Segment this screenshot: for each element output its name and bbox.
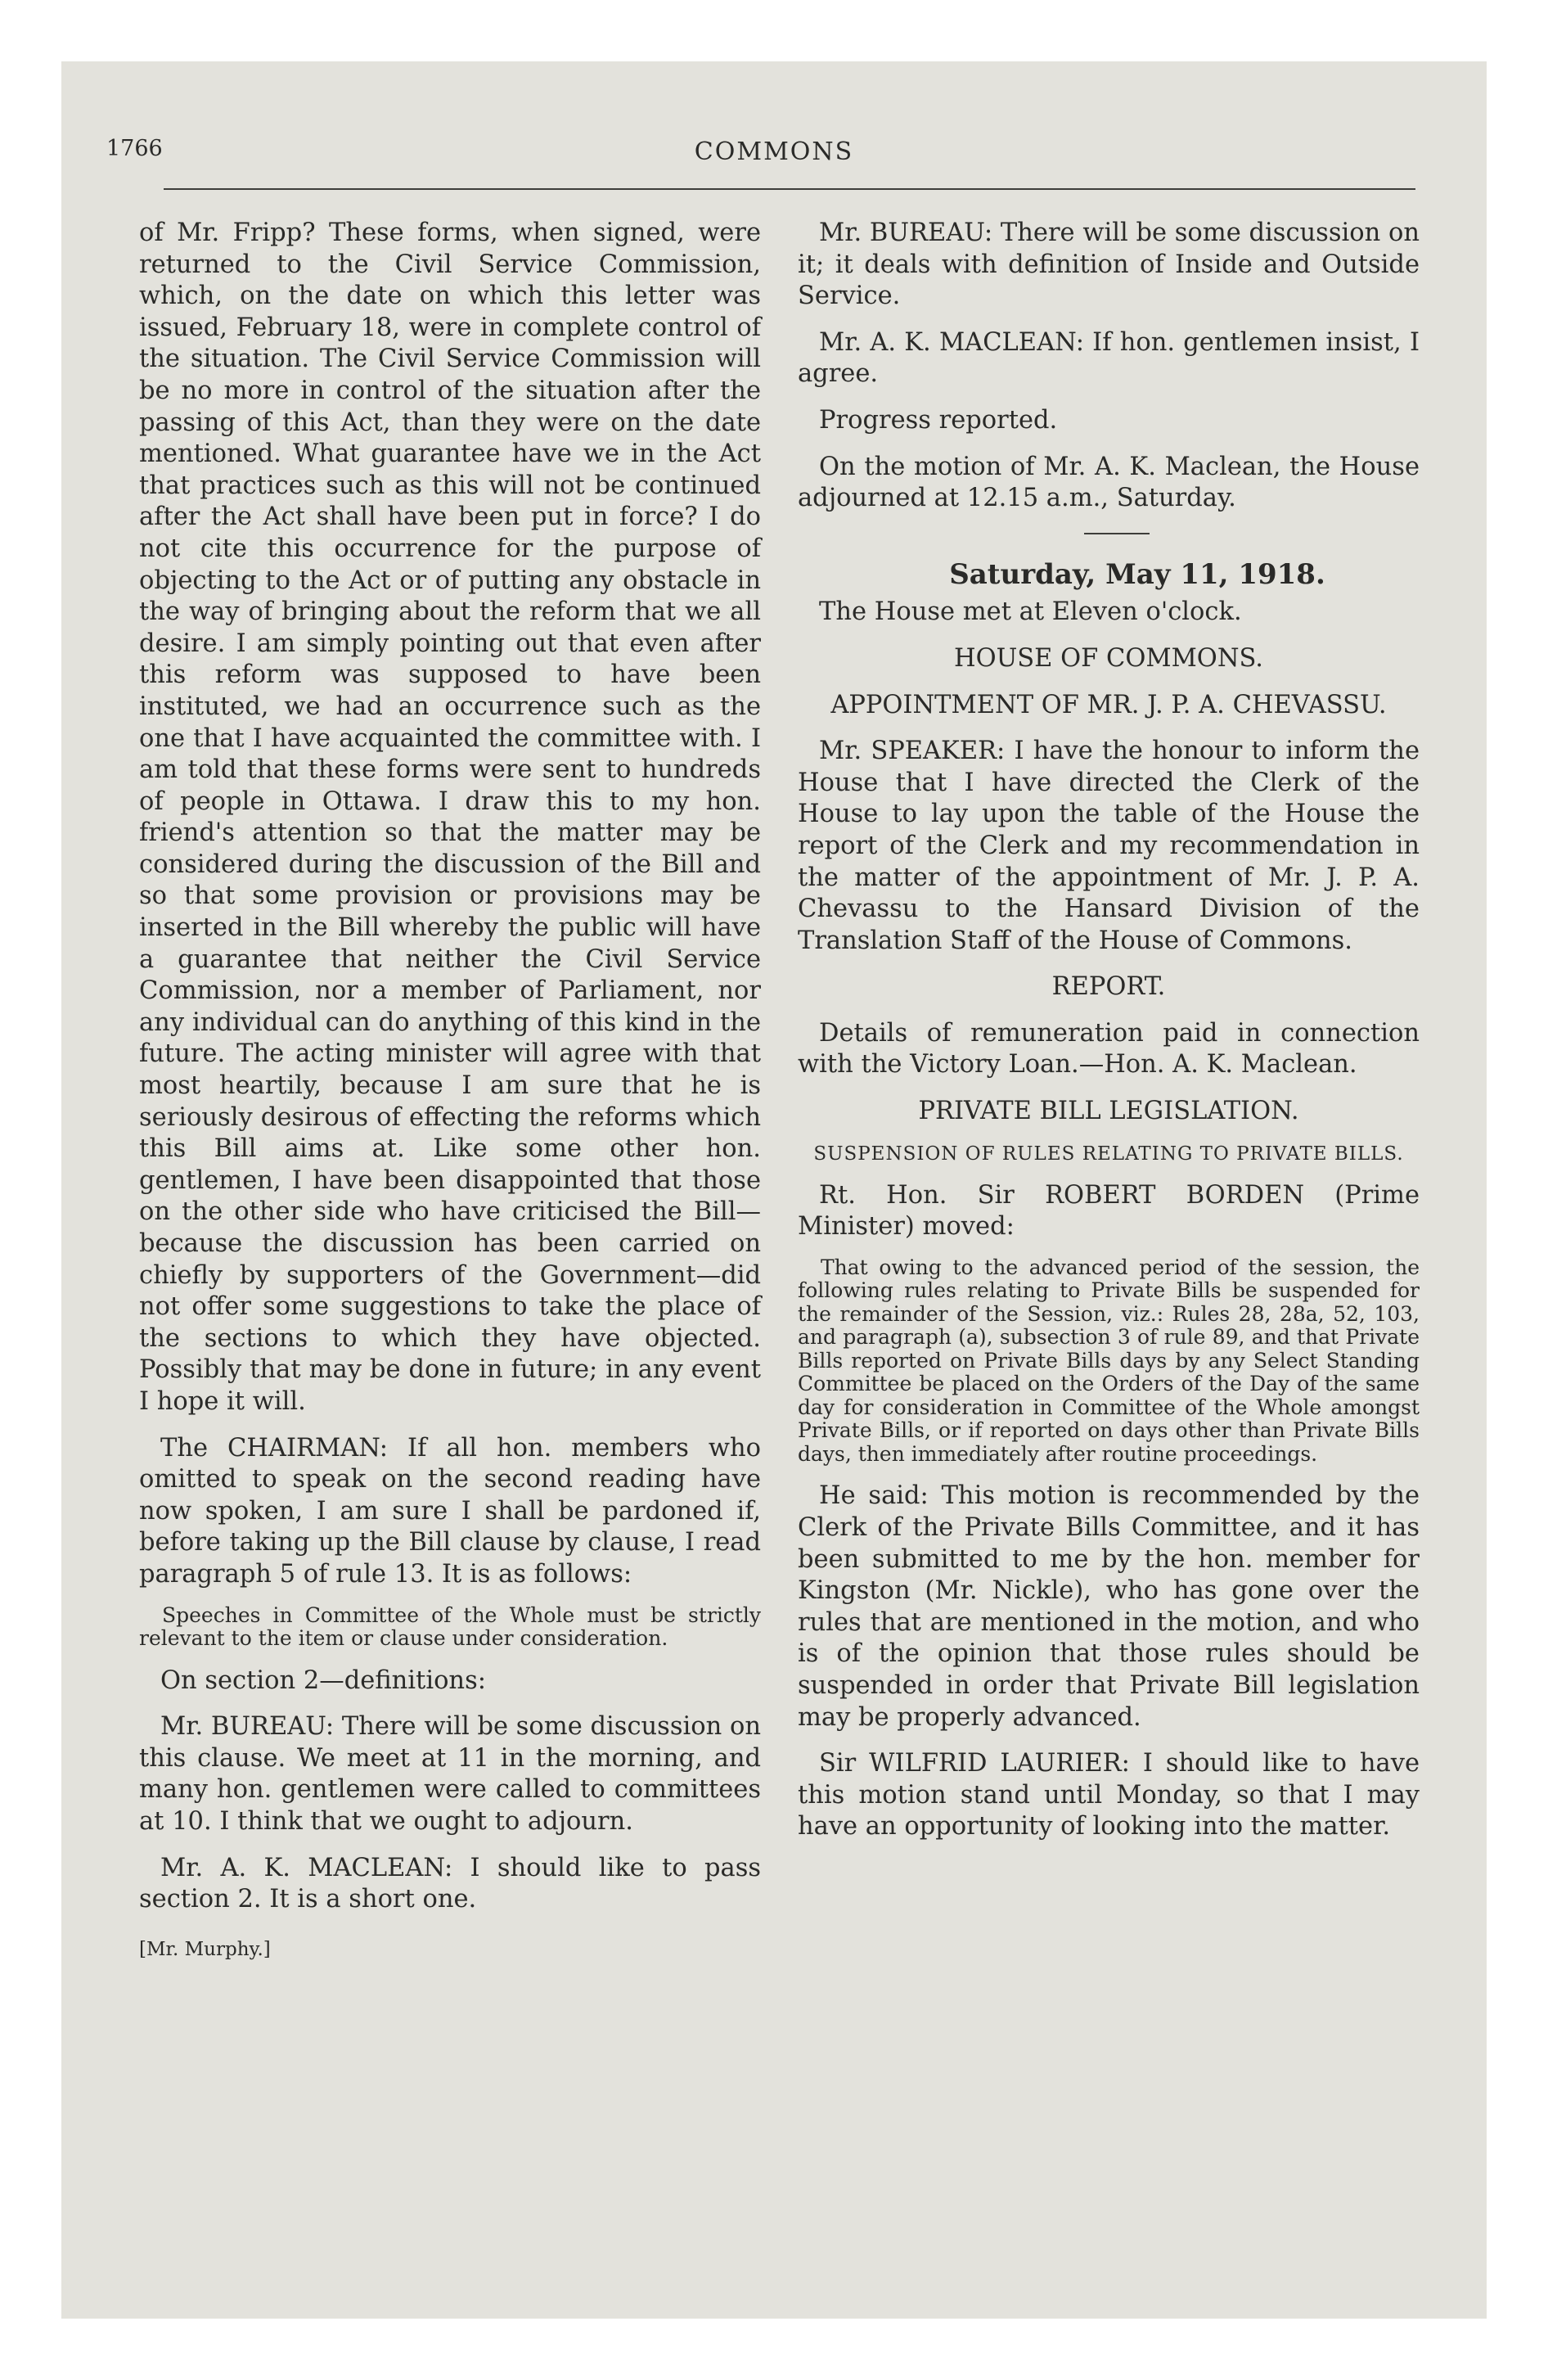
paragraph: On the motion of Mr. A. K. Maclean, the House adjourned at 12.15 a.m., Saturday. bbox=[798, 452, 1420, 513]
paragraph: The House met at Eleven o'clock. bbox=[819, 597, 1242, 627]
section-rule bbox=[1084, 533, 1150, 534]
header-rule bbox=[164, 188, 1415, 190]
paragraph: Mr. A. K. MACLEAN: If hon. gentlemen insist, I agree. bbox=[798, 327, 1420, 389]
paragraph: Progress reported. bbox=[819, 405, 1058, 435]
running-head: COMMONS bbox=[694, 137, 854, 166]
paragraph: APPOINTMENT OF MR. J. P. A. CHEVASSU. bbox=[830, 690, 1387, 719]
paragraph: Mr. SPEAKER: I have the honour to inform the House that I have directed the Clerk of the House to lay upon the table of the House the report of the Clerk and my recommendation in the matter of the appointment of Mr. J. P. A. Chevassu to the Hansard Division of the Translation Staff of the House of Commons. bbox=[798, 737, 1420, 955]
right-column bbox=[798, 218, 1420, 1843]
paragraph: REPORT. bbox=[1051, 972, 1166, 1002]
quoted-text: Speeches in Committee of the Whole must be strictly relevant to the item or clause under consideration. bbox=[139, 1602, 761, 1651]
paragraph: The CHAIRMAN: If all hon. members who omitted to speak on the second reading have now spoken, I am sure I shall be pardoned if, before taking up the Bill clause by clause, I read paragraph 5 of rule 13. It is as follows: bbox=[139, 1433, 761, 1589]
paragraph: Mr. A. K. MACLEAN: I should like to pass section 2. It is a short one. bbox=[139, 1853, 761, 1914]
paragraph: SUSPENSION OF RULES RELATING TO PRIVATE BILLS. bbox=[813, 1143, 1404, 1165]
paragraph: PRIVATE BILL LEGISLATION. bbox=[918, 1097, 1299, 1126]
paragraph: of Mr. Fripp? These forms, when signed, were returned to the Civil Service Commission, which, on the date on which this letter was issued, February 18, were in complete control of the situation. The Civil Service Commission will be no more in control of the situation after the passing of this Act, than they were on the date mentioned. What guarantee have we in the Act that practices such as this will not be continued after the Act shall have been put in force? I do not cite this occurrence for the purpose of objecting to the Act or of putting any obstacle in the way of bringing about the reform that we all desire. I am simply pointing out that even after this reform was supposed to have been instituted, we had an occurrence such as the one that I have acquainted the committee with. I am told that these forms were sent to hundreds of people in Ottawa. I draw this to my hon. friend's attention so that the matter may be considered during the discussion of the Bill and so that some provision or provisions may be inserted in the Bill whereby the public will have a guarantee that neither the Civil Service Commission, nor a member of Parliament, nor any individual can do anything of this kind in the future. The acting minister will agree with that most heartily, because I am sure that he is seriously desirous of effecting the reforms which this Bill aims at. Like some other hon. gentlemen, I have been disappointed that those on the other side who have criticised the Bill—because the discussion has been carried on chiefly by supporters of the Government—did not offer some suggestions to take the place of the sections to which they have objected. Possibly that may be done in future; in any event I hope it will. bbox=[139, 219, 761, 1416]
paragraph: Mr. BUREAU: There will be some discussion on this clause. We meet at 11 in the morning, and many hon. gentlemen were called to committees at 10. I think that we ought to adjourn. bbox=[139, 1712, 761, 1836]
paragraph: Rt. Hon. Sir ROBERT BORDEN (Prime Minister) moved: bbox=[798, 1180, 1420, 1242]
quoted-text: That owing to the advanced period of the session, the following rules relating to Private Bills be suspended for the remainder of the Session, viz.: Rules 28, 28a, 52, 103, and paragraph (a), subsection 3 of rule 89, and that Private Bills reported on Private Bills days by any Select Standing Committee be placed on the Orders of the Day of the same day for consideration in Committee of the Whole amongst Private Bills, or if reported on days other than Private Bills days, then immediately after routine proceedings. bbox=[798, 1255, 1420, 1466]
paragraph: On section 2—definitions: bbox=[160, 1666, 487, 1695]
page-number: 1766 bbox=[106, 136, 163, 161]
paragraph: Mr. BUREAU: There will be some discussion on it; it deals with definition of Inside and Outside Service. bbox=[798, 219, 1420, 311]
speaker-footnote: [Mr. Murphy.] bbox=[139, 1938, 271, 1960]
paragraph: Details of remuneration paid in connection with the Victory Loan.—Hon. A. K. Maclean. bbox=[798, 1018, 1420, 1080]
paragraph: Sir WILFRID LAURIER: I should like to have this motion stand until Monday, so that I may have an opportunity of looking into the matter. bbox=[798, 1749, 1420, 1841]
date-heading: Saturday, May 11, 1918. bbox=[949, 557, 1325, 591]
left-column bbox=[139, 218, 761, 1965]
paragraph: He said: This motion is recommended by the Clerk of the Private Bills Committee, and it has been submitted to me by the hon. member for Kingston (Mr. Nickle), who has gone over the rules that are mentioned in the motion, and who is of the opinion that those rules should be suspended in order that Private Bill legislation may be properly advanced. bbox=[798, 1481, 1420, 1732]
paragraph: HOUSE OF COMMONS. bbox=[953, 643, 1264, 673]
